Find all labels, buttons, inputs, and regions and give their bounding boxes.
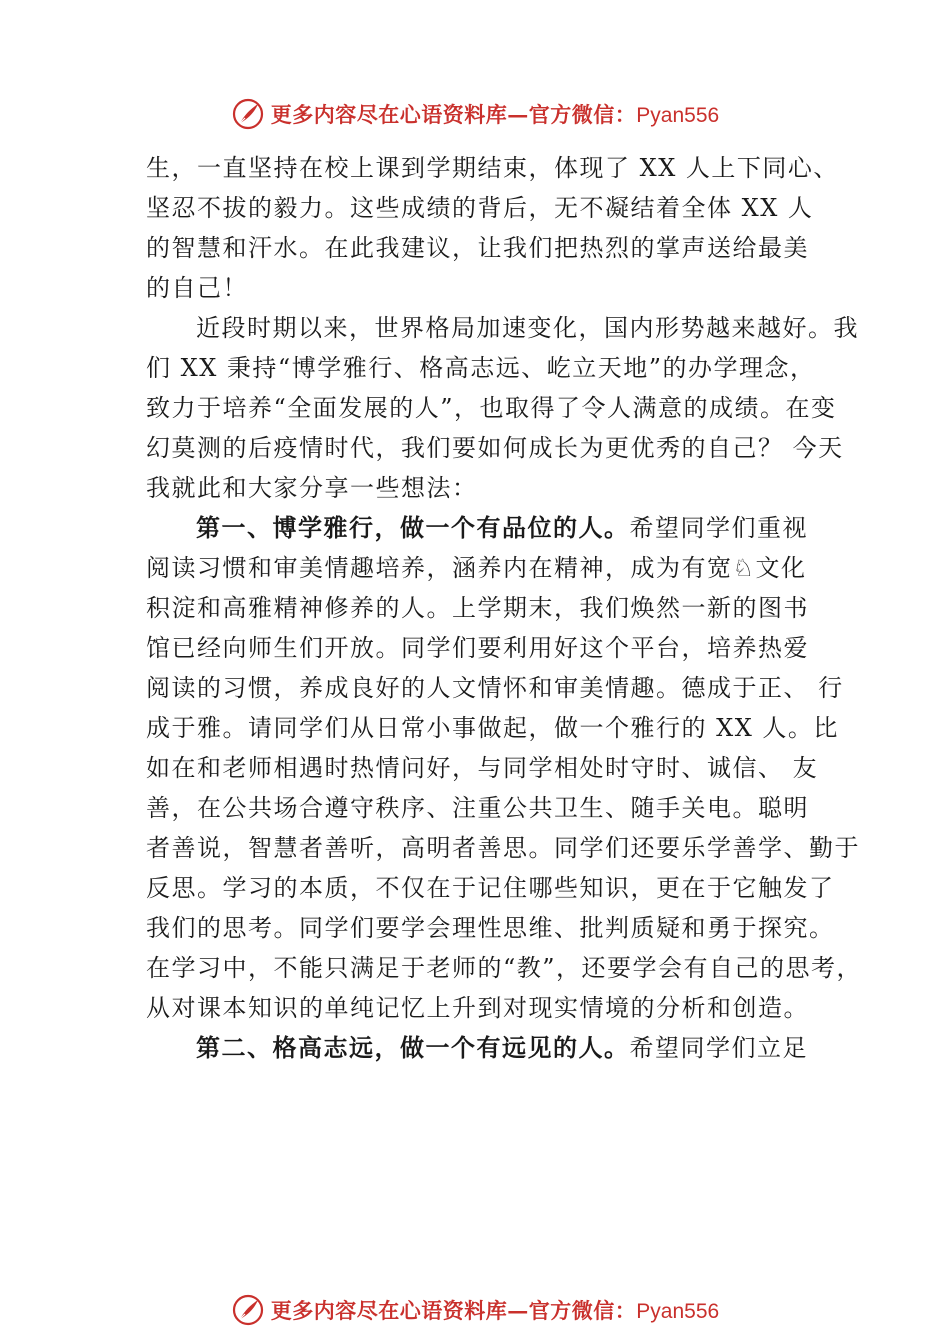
- header-watermark: [0, 94, 950, 134]
- line-text: 积淀和高雅精神修养的人。上学期末，我们焕然一新的图书: [146, 594, 809, 622]
- text-line: [146, 508, 836, 548]
- text-line: [146, 348, 836, 388]
- watermark-text: 更多内容尽在心语资料库—官方微信：Pyan556: [270, 1298, 720, 1323]
- line-text: 阅读的习惯，养成良好的人文情怀和审美情趣。德成于正、 行: [146, 674, 844, 702]
- line-text: 者善说，智慧者善听，高明者善思。同学们还要乐学善学、勤于: [146, 834, 860, 862]
- text-line: [146, 748, 836, 788]
- text-line: [146, 948, 863, 988]
- line-text: 们 XX 秉持“博学雅行、格高志远、屹立天地”的办学理念，: [146, 354, 816, 382]
- text-line: [146, 588, 836, 628]
- line-text: 如在和老师相遇时热情问好，与同学相处时守时、诚信、 友: [146, 754, 819, 782]
- line-text: 反思。学习的本质，不仅在于记住哪些知识，更在于它触发了: [146, 874, 835, 902]
- text-line: [146, 268, 836, 308]
- text-line: [146, 468, 836, 508]
- text-line: [146, 868, 836, 908]
- text-line: [146, 628, 836, 668]
- line-text: 从对课本知识的单纯记忆上升到对现实情境的分析和创造。: [146, 994, 809, 1022]
- line-text: 希望同学们立足: [629, 1034, 808, 1062]
- quill-pen-seal-icon: [231, 97, 265, 131]
- text-line: [146, 708, 839, 748]
- text-line: [146, 388, 836, 428]
- line-text: 的智慧和汗水。在此我建议，让我们把热烈的掌声送给最美: [146, 234, 809, 262]
- text-line: [146, 428, 844, 468]
- text-line: [146, 788, 836, 828]
- text-line: [146, 908, 836, 948]
- line-text: 善，在公共场合遵守秩序、注重公共卫生、随手关电。聪明: [146, 794, 809, 822]
- line-text: 的自己！: [146, 274, 248, 302]
- line-text: 致力于培养“全面发展的人”，也取得了令人满意的成绩。在变: [146, 394, 837, 422]
- line-text: 希望同学们重视: [629, 514, 808, 542]
- line-text: 馆已经向师生们开放。同学们要利用好这个平台，培养热爱: [146, 634, 809, 662]
- text-line: [146, 1028, 836, 1068]
- line-text: 近段时期以来，世界格局加速变化，国内形势越来越好。我: [196, 314, 859, 342]
- text-line: [146, 988, 836, 1028]
- line-text: 坚忍不拔的毅力。这些成绩的背后，无不凝结着全体 XX 人: [146, 194, 814, 222]
- watermark-text: 更多内容尽在心语资料库—官方微信：Pyan556: [270, 102, 720, 127]
- text-line: [146, 308, 859, 348]
- quill-pen-seal-icon: [231, 1293, 265, 1327]
- line-text: 生，一直坚持在校上课到学期结束，体现了 XX 人上下同心、: [146, 154, 839, 182]
- text-line: [146, 548, 836, 588]
- section-heading: 第二、格高志远，做一个有远见的人。: [196, 1033, 630, 1062]
- footer-watermark: [0, 1290, 950, 1330]
- line-text: 阅读习惯和审美情趣培养，涵养内在精神，成为有宽♘文化: [146, 554, 807, 582]
- section-heading: 第一、博学雅行，做一个有品位的人。: [196, 513, 630, 542]
- text-line: [146, 148, 839, 188]
- text-line: [146, 828, 860, 868]
- line-text: 我就此和大家分享一些想法：: [146, 474, 478, 502]
- text-line: [146, 668, 844, 708]
- line-text: 成于雅。请同学们从日常小事做起，做一个雅行的 XX 人。比: [146, 714, 839, 742]
- text-line: [146, 188, 836, 228]
- text-line: [146, 228, 836, 268]
- line-text: 在学习中，不能只满足于老师的“教”，还要学会有自己的思考，: [146, 954, 863, 982]
- document-body: [146, 148, 863, 1068]
- line-text: 我们的思考。同学们要学会理性思维、批判质疑和勇于探究。: [146, 914, 835, 942]
- line-text: 幻莫测的后疫情时代，我们要如何成长为更优秀的自己？ 今天: [146, 434, 844, 462]
